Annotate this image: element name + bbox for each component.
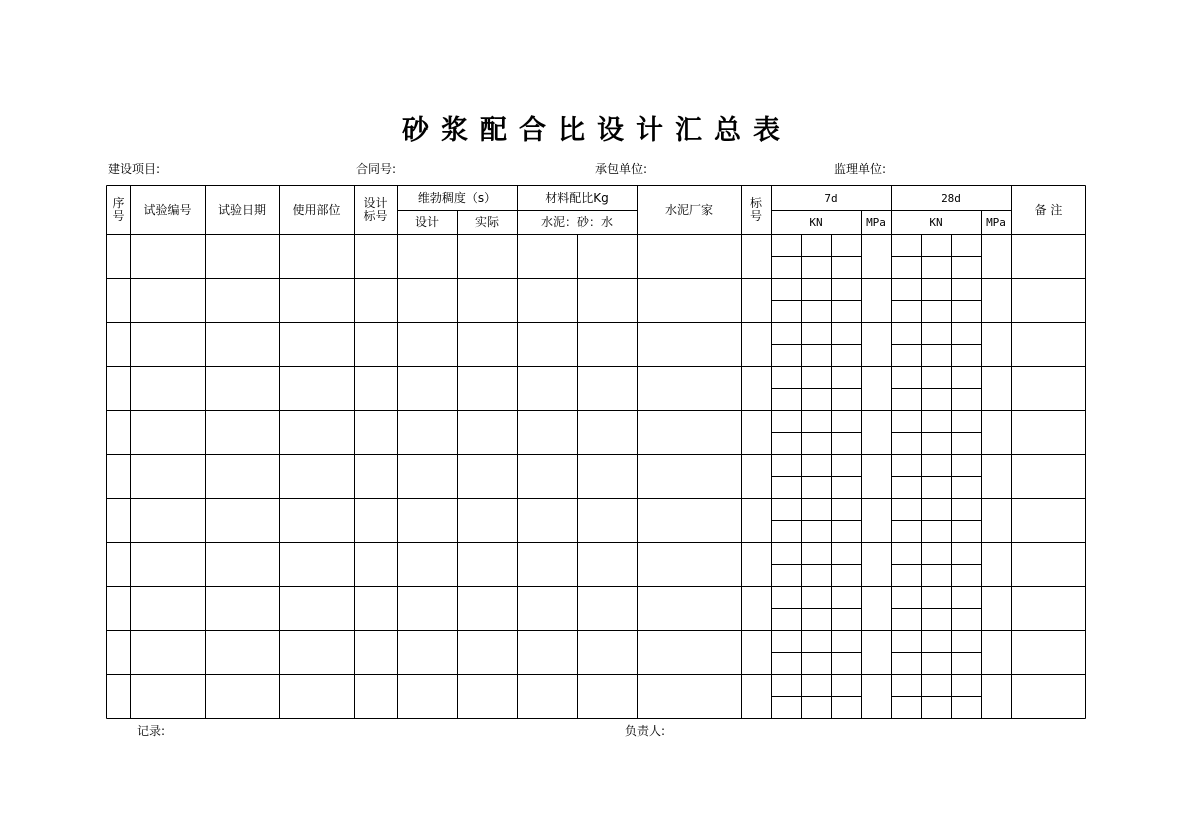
recorder-label: 记录: xyxy=(137,724,166,738)
header-7d: 7d xyxy=(824,192,838,205)
header-design-grade: 设计 标号 xyxy=(363,196,388,223)
title-char: 配 xyxy=(480,115,511,146)
header-mix-ratio-sub: 水泥：砂：水 xyxy=(540,215,613,229)
title-char: 砂 xyxy=(402,115,433,146)
header-test-date: 试验日期 xyxy=(217,202,266,217)
title-char: 汇 xyxy=(675,115,706,146)
header-cement-factory: 水泥厂家 xyxy=(664,202,713,217)
title-char: 设 xyxy=(597,115,628,146)
project-label: 建设项目: xyxy=(108,162,161,176)
header-test-no: 试验编号 xyxy=(143,202,192,217)
title-char: 比 xyxy=(558,115,589,146)
header-consistency-design: 设计 xyxy=(414,215,439,229)
contract-label: 合同号: xyxy=(356,162,397,176)
title-char: 合 xyxy=(519,115,550,146)
header-remark: 备 注 xyxy=(1034,202,1063,217)
header-kn-28d: KN xyxy=(929,216,943,229)
title-char: 浆 xyxy=(441,115,472,146)
header-kn-7d: KN xyxy=(809,216,823,229)
header-28d: 28d xyxy=(941,192,961,205)
header-seq: 序 号 xyxy=(112,196,125,223)
header-grade: 标 号 xyxy=(749,196,762,223)
responsible-label: 负责人: xyxy=(625,724,666,738)
header-consistency-actual: 实际 xyxy=(474,215,499,229)
title-char: 表 xyxy=(753,115,784,146)
title-char: 总 xyxy=(714,115,745,146)
header-mpa-7d: MPa xyxy=(866,216,886,229)
title-char: 计 xyxy=(636,115,667,146)
header-mix-ratio: 材料配比Kg xyxy=(545,191,609,205)
contractor-label: 承包单位: xyxy=(595,162,648,176)
header-mpa-28d: MPa xyxy=(986,216,1006,229)
header-consistency: 维勃稠度（s） xyxy=(417,191,497,205)
header-position: 使用部位 xyxy=(292,202,341,217)
supervisor-label: 监理单位: xyxy=(834,162,887,176)
